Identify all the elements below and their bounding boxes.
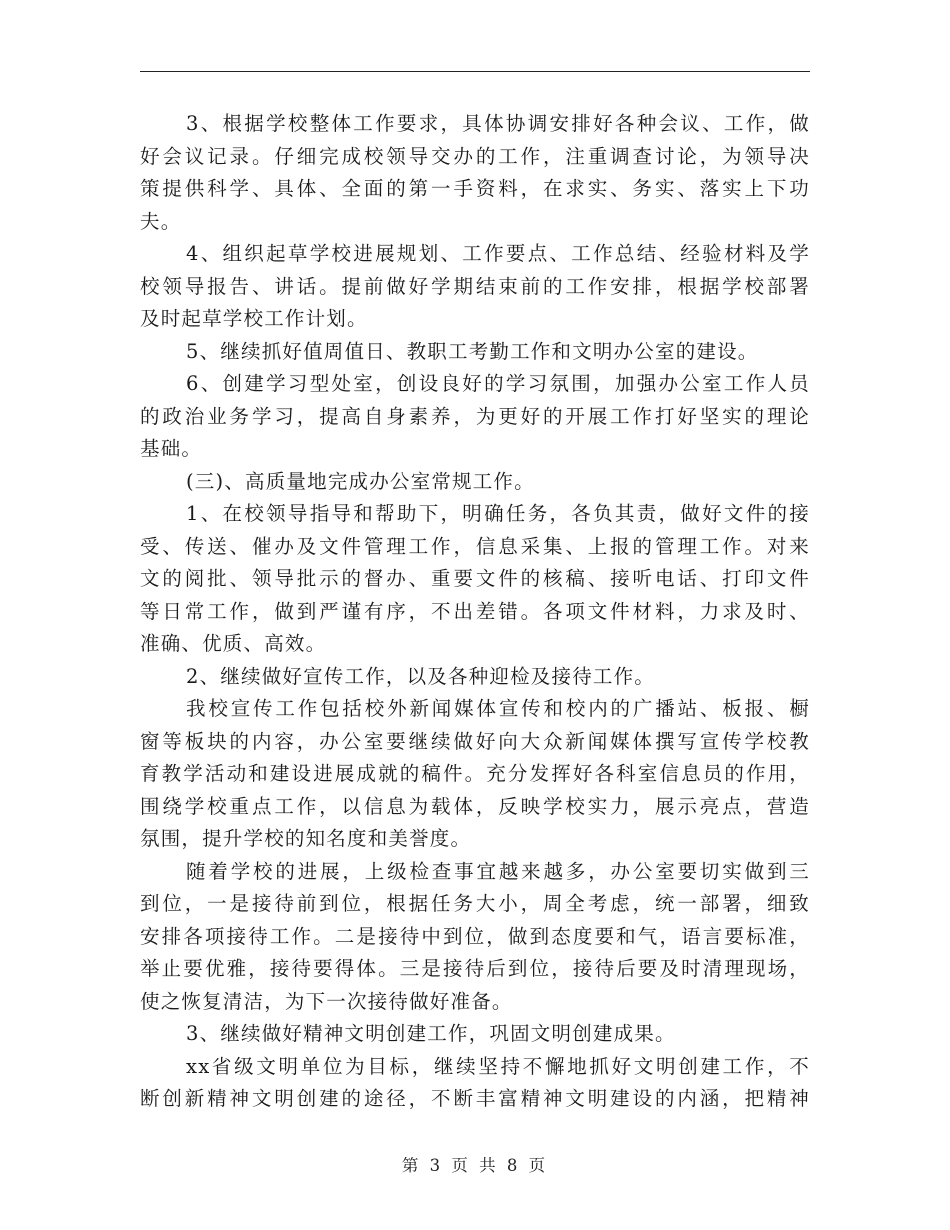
text-line: 随着学校的进展，上级检查事宜越来越多，办公室要切实做到三 (186, 859, 810, 883)
text-line: 氛围，提升学校的知名度和美誉度。 (140, 827, 472, 850)
text-line: 等日常工作，做到严谨有序，不出差错。各项文件材料，力求及时、 (140, 599, 810, 623)
text-line: 策提供科学、具体、全面的第一手资料，在求实、务实、落实上下功 (140, 177, 810, 200)
text-line: 夫。 (140, 209, 182, 233)
text-line: 受、传送、催办及文件管理工作，信息采集、上报的管理工作。对来 (140, 534, 810, 558)
text-line: 6、创建学习型处室，创设良好的学习氛围，加强办公室工作人员 (186, 372, 810, 395)
text-line: 5、继续抓好值周值日、教职工考勤工作和文明办公室的建设。 (186, 339, 759, 363)
text-line: 窗等板块的内容，办公室要继续做好向大众新闻媒体撰写宣传学校教 (140, 729, 810, 753)
text-line: 围绕学校重点工作，以信息为载体，反映学校实力，展示亮点，营造 (140, 794, 810, 818)
page-footer: 第 3 页 共 8 页 (401, 1156, 549, 1175)
text-line: 育教学活动和建设进展成就的稿件。充分发挥好各科室信息员的作用， (140, 762, 810, 785)
text-line: 2、继续做好宣传工作，以及各种迎检及接待工作。 (186, 664, 656, 688)
text-line: 举止要优雅，接待要得体。三是接待后到位，接待后要及时清理现场， (140, 957, 810, 980)
text-line: 我校宣传工作包括校外新闻媒体宣传和校内的广播站、板报、橱 (186, 697, 810, 720)
text-line: 的政治业务学习，提高自身素养，为更好的开展工作打好坚实的理论 (140, 404, 810, 428)
text-line: 好会议记录。仔细完成校领导交办的工作，注重调查讨论，为领导决 (140, 144, 810, 168)
header-rule (140, 71, 810, 72)
document-body (140, 108, 810, 1116)
text-line: 文的阅批、领导批示的督办、重要文件的核稿、接听电话、打印文件 (140, 567, 810, 590)
text-line: 准确、优质、高效。 (140, 632, 327, 655)
text-line: 基础。 (140, 437, 203, 460)
text-line: (三)、高质量地完成办公室常规工作。 (186, 469, 535, 493)
text-line: 3、根据学校整体工作要求，具体协调安排好各种会议、工作，做 (186, 112, 810, 135)
text-line: 到位，一是接待前到位，根据任务大小，周全考虑，统一部署，细致 (140, 892, 810, 915)
text-line: 安排各项接待工作。二是接待中到位，做到态度要和气，语言要标准， (140, 924, 810, 948)
text-line: 使之恢复清洁，为下一次接待做好准备。 (140, 989, 513, 1013)
text-line: 断创新精神文明创建的途径，不断丰富精神文明建设的内涵，把精神 (140, 1087, 810, 1110)
text-line: 校领导报告、讲话。提前做好学期结束前的工作安排，根据学校部署 (140, 274, 810, 298)
text-line: 及时起草学校工作计划。 (140, 307, 368, 330)
text-line: 4、组织起草学校进展规划、工作要点、工作总结、经验材料及学 (186, 242, 810, 265)
text-line: 1、在校领导指导和帮助下，明确任务，各负其责，做好文件的接 (186, 502, 810, 525)
text-line: xx省级文明单位为目标，继续坚持不懈地抓好文明创建工作，不 (186, 1054, 810, 1078)
text-line: 3、继续做好精神文明创建工作，巩固文明创建成果。 (186, 1022, 676, 1045)
